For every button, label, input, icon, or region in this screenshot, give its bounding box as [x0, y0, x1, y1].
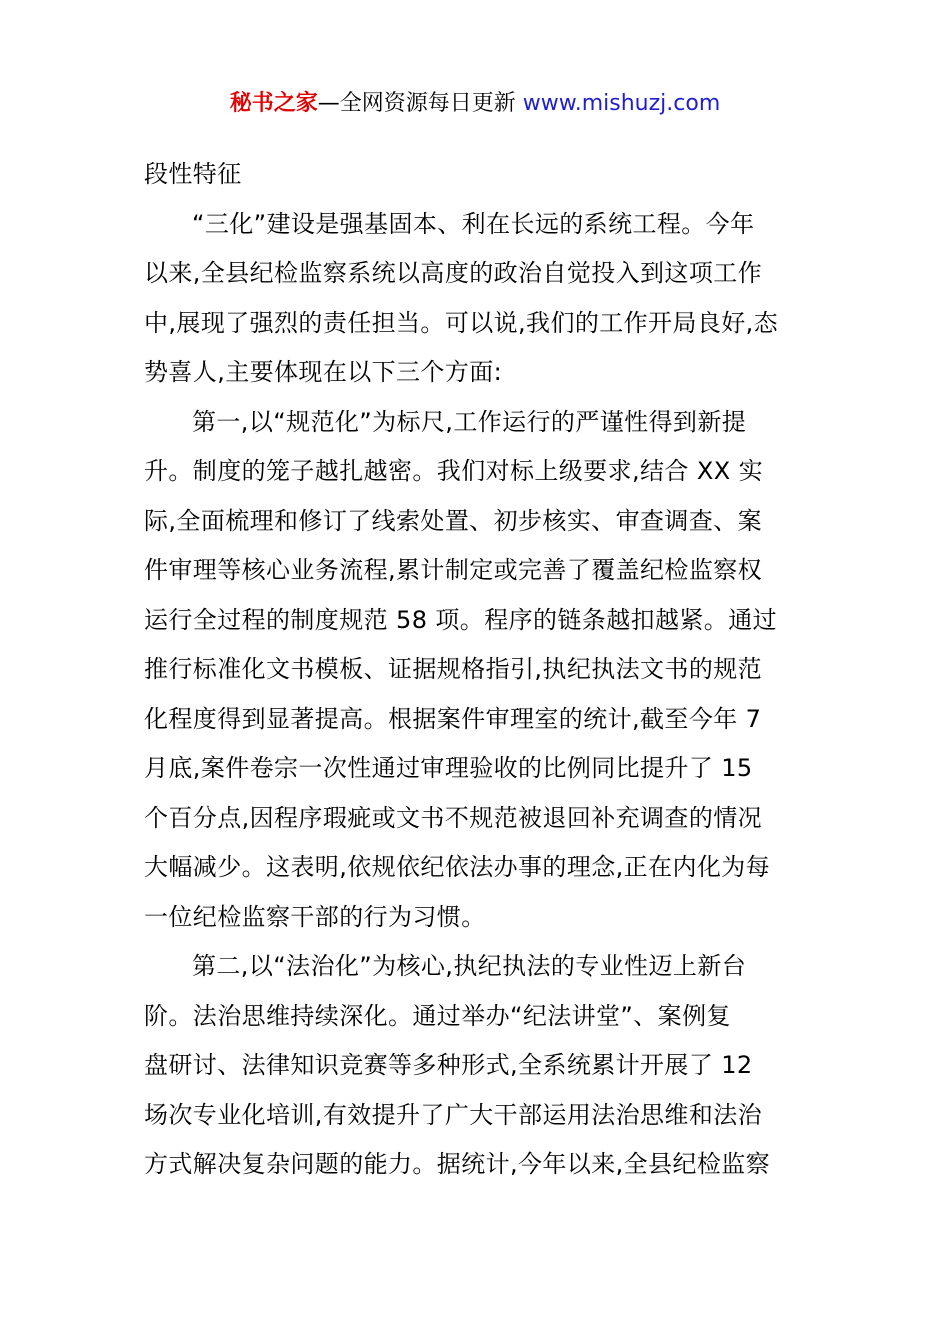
paragraph-line: 以来,全县纪检监察系统以高度的政治自觉投入到这项工作 [144, 259, 763, 287]
paragraph-line: 场次专业化培训,有效提升了广大干部运用法治思维和法治 [144, 1100, 763, 1129]
site-link[interactable]: www.mishuzj.com [522, 91, 721, 116]
header-tagline: —全网资源每日更新 [317, 91, 523, 116]
paragraph-line: 段性特征 [144, 160, 242, 188]
paragraph-line: 第二,以“法治化”为核心,执纪执法的专业性迈上新台 [192, 952, 747, 980]
paragraph-line: 方式解决复杂问题的能力。据统计,今年以来,全县纪检监察 [144, 1150, 771, 1178]
paragraph-line: 升。制度的笼子越扎越密。我们对标上级要求,结合 XX 实 [144, 457, 763, 485]
paragraph-line: 化程度得到显著提高。根据案件审理室的统计,截至今年 7 [144, 704, 762, 733]
paragraph-line: 个百分点,因程序瑕疵或文书不规范被退回补充调查的情况 [144, 803, 763, 832]
paragraph-line: 际,全面梳理和修订了线索处置、初步核实、审查调查、案 [144, 506, 763, 535]
paragraph-line: 中,展现了强烈的责任担当。可以说,我们的工作开局良好,态 [144, 308, 779, 337]
paragraph-line: 第一,以“规范化”为标尺,工作运行的严谨性得到新提 [192, 407, 747, 436]
paragraph-line: 推行标准化文书模板、证据规格指引,执纪执法文书的规范 [144, 655, 763, 683]
paragraph-line: 盘研讨、法律知识竞赛等多种形式,全系统累计开展了 12 [144, 1051, 753, 1079]
paragraph-line: 势喜人,主要体现在以下三个方面: [144, 358, 503, 386]
paragraph-line: 阶。法治思维持续深化。通过举办“纪法讲堂”、案例复 [144, 1001, 731, 1030]
paragraph-line: 一位纪检监察干部的行为习惯。 [144, 902, 486, 931]
document-body [144, 150, 809, 1190]
brand-name: 秘书之家 [229, 91, 318, 116]
paragraph-line: 件审理等核心业务流程,累计制定或完善了覆盖纪检监察权 [144, 556, 763, 584]
paragraph-line: 大幅减少。这表明,依规依纪依法办事的理念,正在内化为每 [144, 853, 771, 881]
paragraph-line: “三化”建设是强基固本、利在长远的系统工程。今年 [192, 209, 755, 238]
paragraph-line: 月底,案件卷宗一次性通过审理验收的比例同比提升了 15 [144, 754, 753, 782]
page-header [0, 88, 950, 120]
paragraph-line: 运行全过程的制度规范 58 项。程序的链条越扣越紧。通过 [144, 605, 777, 634]
